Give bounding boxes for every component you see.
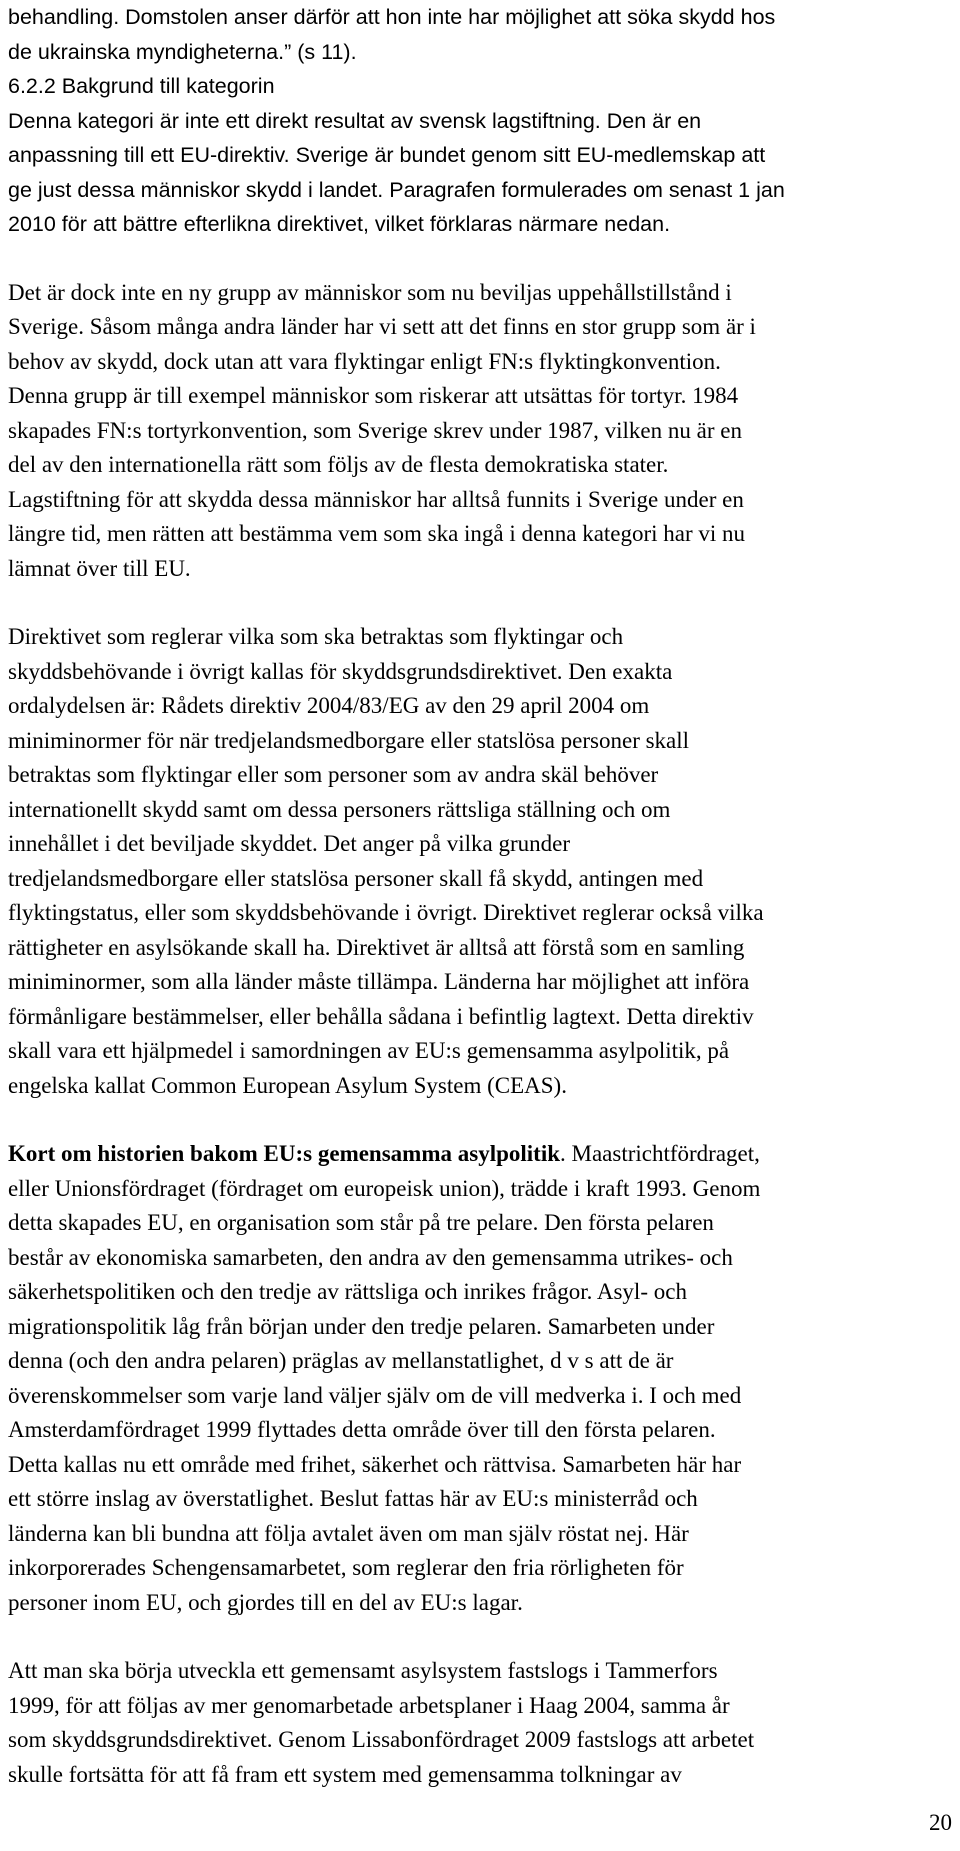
text-line: innehållet i det beviljade skyddet. Det anger på vilka grunder: [8, 831, 571, 856]
text-line: behandling. Domstolen anser därför att hon inte har möjlighet att söka skydd hos: [8, 5, 776, 29]
paragraph-5: [8, 1654, 938, 1792]
text-line: ge just dessa människor skydd i landet. Paragrafen formulerades om senast 1 jan: [8, 177, 785, 202]
text-line: Att man ska börja utveckla ett gemensamt asylsystem fastslogs i Tammerfors: [8, 1658, 718, 1683]
document-page: [8, 0, 938, 1792]
text-line: rättigheter en asylsökande skall ha. Direktivet är alltså att förstå som en samling: [8, 934, 745, 960]
text-line: Sverige. Såsom många andra länder har vi sett att det finns en stor grupp som är i: [8, 314, 756, 339]
text-line: längre tid, men rätten att bestämma vem som ska ingå i denna kategori har vi nu: [8, 521, 746, 546]
text-line: består av ekonomiska samarbeten, den andra av den gemensamma utrikes- och: [8, 1244, 733, 1270]
text-line: Denna kategori är inte ett direkt resultat av svensk lagstiftning. Den är en: [8, 108, 702, 133]
text-line: säkerhetspolitiken och den tredje av rättsliga och inrikes frågor. Asyl- och: [8, 1279, 687, 1304]
section-heading-text: 6.2.2 Bakgrund till kategorin: [8, 74, 275, 98]
text-line: detta skapades EU, en organisation som står på tre pelare. Den första pelaren: [8, 1210, 714, 1235]
text-line: internationellt skydd samt om dessa personers rättsliga ställning och om: [8, 796, 671, 822]
text-line: länderna kan bli bundna att följa avtalet även om man själv röstat nej. Här: [8, 1520, 689, 1546]
page-number: 20: [929, 1810, 952, 1835]
text-line: migrationspolitik låg från början under den tredje pelaren. Samarbeten under: [8, 1313, 715, 1339]
paragraph-4: [8, 1137, 938, 1620]
intro-paragraph: [8, 0, 938, 69]
text-line: miniminormer, som alla länder måste tillämpa. Länderna har möjlighet att införa: [8, 969, 750, 994]
text-line: Det är dock inte en ny grupp av människor som nu beviljas uppehållstillstånd i: [8, 279, 732, 305]
text-line: skyddsbehövande i övrigt kallas för skyddsgrundsdirektivet. Den exakta: [8, 658, 673, 684]
text-line: personer inom EU, och gjordes till en del av EU:s lagar.: [8, 1589, 523, 1615]
text-line: 1999, för att följas av mer genomarbetade arbetsplaner i Haag 2004, samma år: [8, 1692, 730, 1718]
paragraph-3: [8, 620, 938, 1103]
text-line: eller Unionsfördraget (fördraget om europeisk union), trädde i kraft 1993. Genom: [8, 1175, 761, 1201]
text-line: 2010 för att bättre efterlikna direktivet, vilket förklaras närmare nedan.: [8, 212, 671, 236]
text-line: Amsterdamfördraget 1999 flyttades detta område över till den första pelaren.: [8, 1417, 716, 1442]
text-line: engelska kallat Common European Asylum System (CEAS).: [8, 1072, 567, 1098]
text-line: ordalydelsen är: Rådets direktiv 2004/83/EG av den 29 april 2004 om: [8, 693, 650, 718]
text-line: [8, 1137, 938, 1172]
bold-lead-heading: Kort om historien bakom EU:s gemensamma asylpolitik: [8, 1141, 560, 1166]
text-line-rest: . Maastrichtfördraget,: [560, 1141, 760, 1166]
text-line: skapades FN:s tortyrkonvention, som Sverige skrev under 1987, vilken nu är en: [8, 417, 742, 443]
section-intro-paragraph: [8, 104, 938, 242]
text-line: Direktivet som reglerar vilka som ska betraktas som flyktingar och: [8, 624, 624, 649]
text-line: miniminormer för när tredjelandsmedborgare eller statslösa personer skall: [8, 727, 690, 753]
section-heading: [8, 69, 938, 104]
text-line: Detta kallas nu ett område med frihet, säkerhet och rättvisa. Samarbeten här har: [8, 1451, 742, 1477]
text-line: skulle fortsätta för att få fram ett system med gemensamma tolkningar av: [8, 1761, 682, 1787]
text-line: behov av skydd, dock utan att vara flyktingar enligt FN:s flyktingkonvention.: [8, 348, 721, 374]
text-line: lämnat över till EU.: [8, 555, 191, 581]
text-line: skall vara ett hjälpmedel i samordningen av EU:s gemensamma asylpolitik, på: [8, 1038, 730, 1063]
paragraph-2: [8, 276, 938, 587]
text-line: anpassning till ett EU-direktiv. Sverige är bundet genom sitt EU-medlemskap att: [8, 143, 766, 167]
text-line: tredjelandsmedborgare eller statslösa personer skall få skydd, antingen med: [8, 865, 704, 891]
text-line: denna (och den andra pelaren) präglas av mellanstatlighet, d v s att de är: [8, 1348, 674, 1373]
text-line: inkorporerades Schengensamarbetet, som reglerar den fria rörligheten för: [8, 1555, 684, 1580]
text-line: överenskommelser som varje land väljer själv om de vill medverka i. I och med: [8, 1382, 742, 1408]
text-line: Denna grupp är till exempel människor som riskerar att utsättas för tortyr. 1984: [8, 383, 739, 408]
text-line: Lagstiftning för att skydda dessa människor har alltså funnits i Sverige under en: [8, 486, 744, 512]
text-line: del av den internationella rätt som följs av de flesta demokratiska stater.: [8, 452, 669, 477]
text-line: som skyddsgrundsdirektivet. Genom Lissabonfördraget 2009 fastslogs att arbetet: [8, 1727, 755, 1752]
text-line: ett större inslag av överstatlighet. Beslut fattas här av EU:s ministerråd och: [8, 1486, 698, 1511]
text-line: flyktingstatus, eller som skyddsbehövande i övrigt. Direktivet reglerar också vilka: [8, 900, 764, 925]
text-line: betraktas som flyktingar eller som personer som av andra skäl behöver: [8, 762, 659, 787]
text-line: förmånligare bestämmelser, eller behålla sådana i befintlig lagtext. Detta direktiv: [8, 1003, 754, 1029]
text-line: de ukrainska myndigheterna.” (s 11).: [8, 39, 357, 64]
